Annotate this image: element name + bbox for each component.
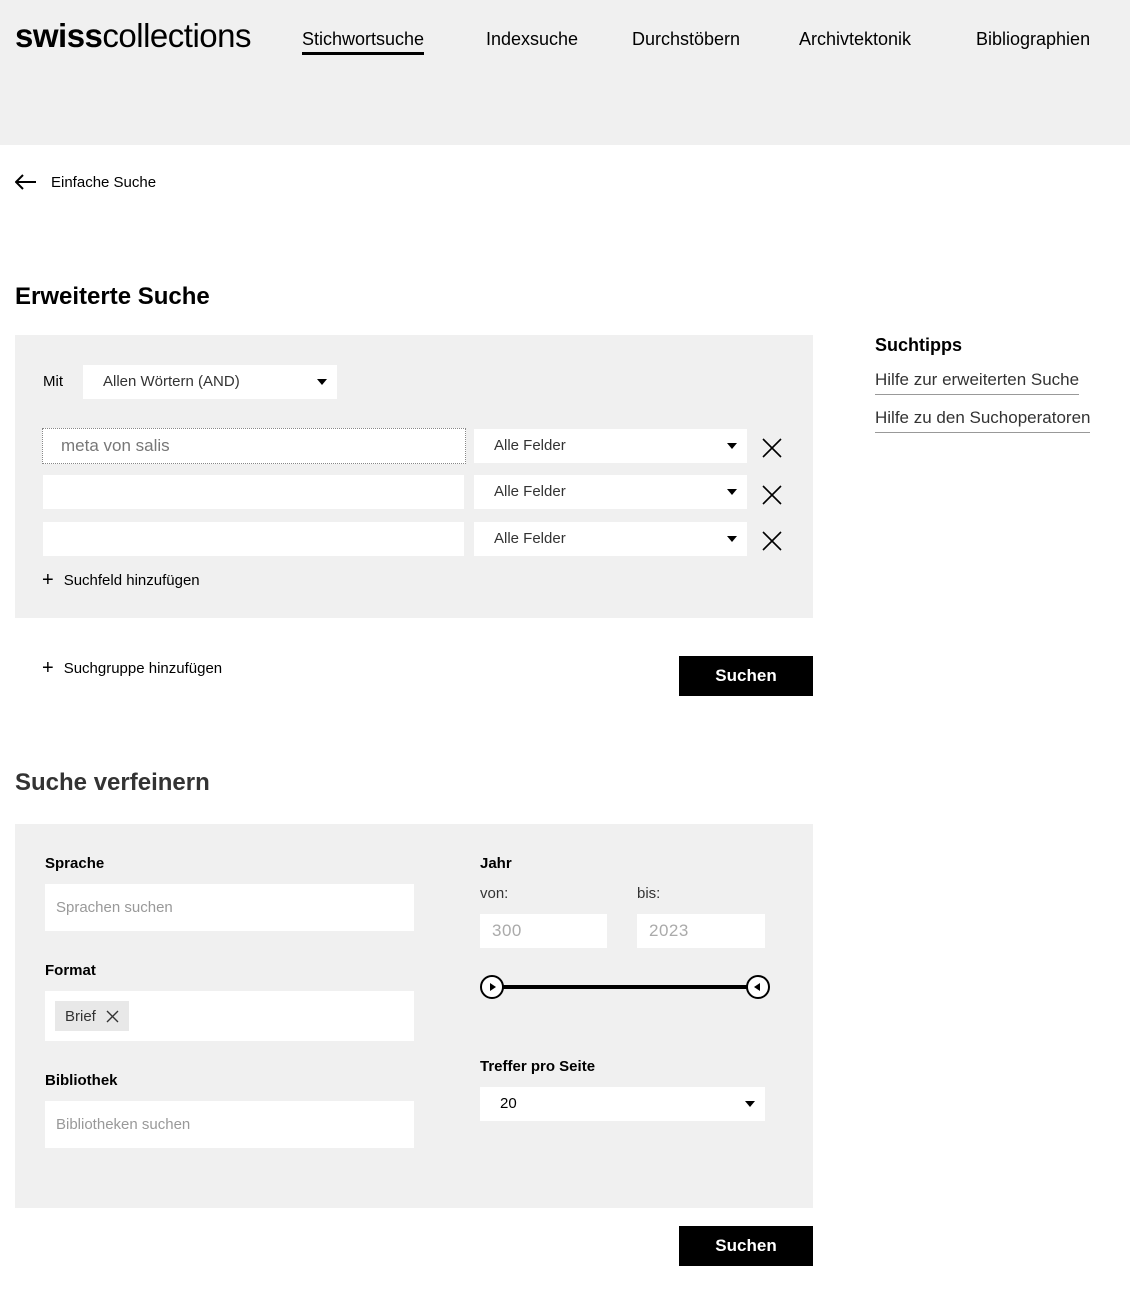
chevron-down-icon bbox=[317, 379, 327, 385]
nav-archivtektonik[interactable]: Archivtektonik bbox=[799, 29, 912, 49]
triangle-right-icon bbox=[490, 983, 496, 991]
refine-search-title: Suche verfeinern bbox=[15, 769, 210, 796]
field-select-3[interactable]: Alle Felder bbox=[474, 522, 747, 556]
remove-chip-close-icon[interactable] bbox=[106, 1010, 119, 1023]
refine-search-button[interactable]: Suchen bbox=[679, 1226, 813, 1266]
remove-row-2-close-icon[interactable] bbox=[762, 485, 782, 505]
chevron-down-icon bbox=[745, 1101, 755, 1107]
triangle-left-icon bbox=[754, 983, 760, 991]
search-term-input-2[interactable] bbox=[43, 475, 464, 509]
plus-icon: + bbox=[42, 569, 54, 591]
chevron-down-icon bbox=[727, 536, 737, 542]
field-select-2[interactable]: Alle Felder bbox=[474, 475, 747, 509]
mit-label: Mit bbox=[43, 373, 63, 390]
add-search-group-button[interactable]: + Suchgruppe hinzufügen bbox=[42, 657, 223, 679]
chevron-down-icon bbox=[727, 443, 737, 449]
nav-indexsuche[interactable]: Indexsuche bbox=[486, 29, 579, 49]
results-per-page-select[interactable]: 20 bbox=[480, 1087, 765, 1121]
help-search-operators-link[interactable]: Hilfe zu den Suchoperatoren bbox=[875, 408, 1090, 433]
year-to-input[interactable]: 2023 bbox=[637, 914, 765, 948]
help-advanced-search-link[interactable]: Hilfe zur erweiterten Suche bbox=[875, 370, 1079, 395]
year-from-input[interactable]: 300 bbox=[480, 914, 607, 948]
year-slider-min-handle[interactable] bbox=[480, 975, 504, 999]
advanced-search-title: Erweiterte Suche bbox=[15, 283, 210, 310]
library-search-input[interactable]: Bibliotheken suchen bbox=[45, 1101, 414, 1148]
field-select-1[interactable]: Alle Felder bbox=[474, 429, 747, 463]
language-search-input[interactable]: Sprachen suchen bbox=[45, 884, 414, 931]
year-label: Jahr bbox=[480, 855, 512, 872]
nav-durchstoebern[interactable]: Durchstöbern bbox=[632, 29, 741, 49]
back-link-label: Einfache Suche bbox=[51, 173, 157, 191]
format-label: Format bbox=[45, 962, 96, 979]
year-from-label: von: bbox=[480, 885, 509, 902]
search-term-input-3[interactable] bbox=[43, 522, 464, 556]
format-chip-brief: Brief bbox=[55, 1001, 129, 1031]
remove-row-3-close-icon[interactable] bbox=[762, 531, 782, 551]
nav-bibliographien[interactable]: Bibliographien bbox=[976, 29, 1091, 49]
search-button[interactable]: Suchen bbox=[679, 656, 813, 696]
plus-icon: + bbox=[42, 657, 54, 679]
arrow-left-icon bbox=[15, 174, 37, 190]
site-header bbox=[0, 0, 1130, 145]
library-label: Bibliothek bbox=[45, 1072, 118, 1089]
remove-row-1-close-icon[interactable] bbox=[762, 438, 782, 458]
year-to-label: bis: bbox=[637, 885, 661, 902]
year-range-slider[interactable] bbox=[492, 985, 758, 989]
search-tips-title: Suchtipps bbox=[875, 335, 963, 355]
chevron-down-icon bbox=[727, 489, 737, 495]
year-slider-max-handle[interactable] bbox=[746, 975, 770, 999]
operator-select[interactable]: Allen Wörtern (AND) bbox=[83, 365, 337, 399]
site-logo[interactable]: swisscollections bbox=[15, 17, 251, 54]
back-to-simple-search-link[interactable] bbox=[15, 170, 156, 194]
language-label: Sprache bbox=[45, 855, 105, 872]
add-search-field-button[interactable]: + Suchfeld hinzufügen bbox=[42, 569, 200, 591]
nav-stichwortsuche[interactable]: Stichwortsuche bbox=[302, 29, 425, 49]
search-term-input-1[interactable] bbox=[42, 428, 466, 464]
results-per-page-label: Treffer pro Seite bbox=[480, 1058, 596, 1075]
